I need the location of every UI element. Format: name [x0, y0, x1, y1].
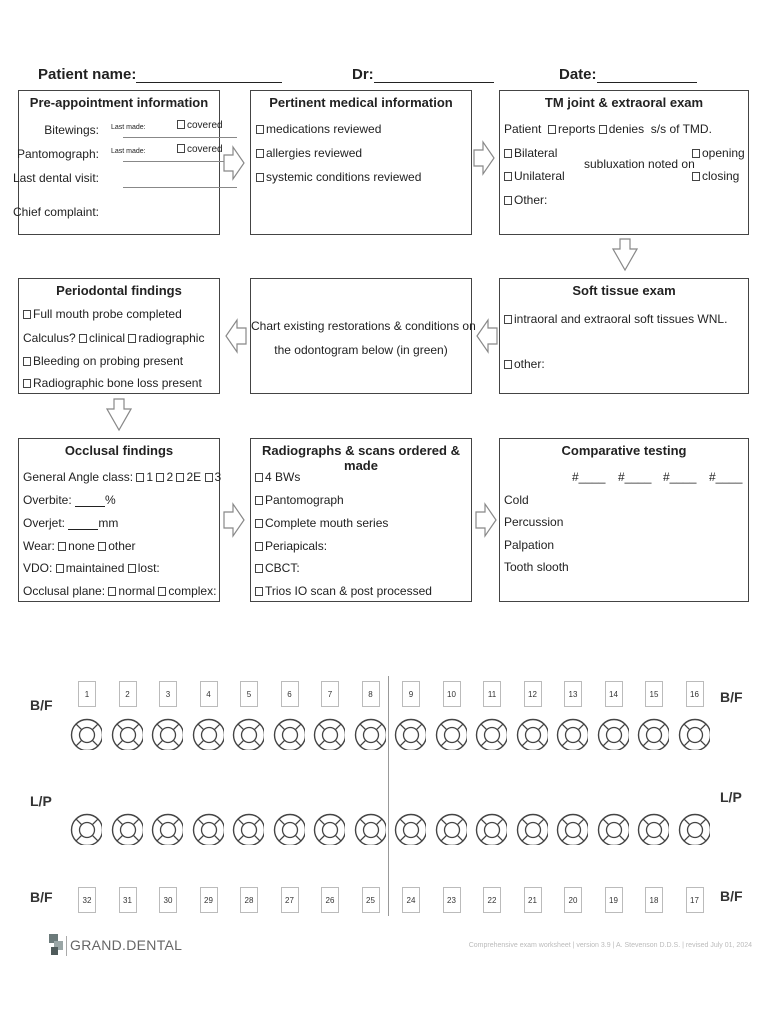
arrow-right-icon — [475, 502, 497, 538]
last-visit-label: Last dental visit: — [12, 171, 99, 185]
medications-label: medications reviewed — [266, 122, 382, 136]
tooth-lingual-29[interactable] — [192, 813, 224, 845]
tooth-number-field-2[interactable]: #____ — [618, 470, 652, 484]
tooth-buccal-13[interactable] — [556, 718, 588, 750]
class2e-label: 2E — [186, 470, 202, 484]
preappointment-box — [12, 90, 223, 235]
class3-label: 3 — [214, 470, 222, 484]
soft-tissue-box — [499, 278, 749, 394]
overjet-unit: mm — [98, 516, 119, 530]
bws-checkbox[interactable] — [255, 470, 300, 484]
tmj-box — [499, 90, 749, 235]
tmj-patient-label: Patient — [504, 122, 542, 136]
tooth-number-lower-22: 22 — [483, 887, 501, 913]
arrow-right-icon — [223, 145, 245, 181]
class1-checkbox[interactable] — [136, 470, 153, 484]
tooth-number-upper-9: 9 — [402, 681, 420, 707]
tooth-buccal-2[interactable] — [111, 718, 143, 750]
tooth-buccal-6[interactable] — [273, 718, 305, 750]
reports-label: reports — [558, 122, 596, 136]
radiographs-box — [250, 438, 472, 602]
lp-label-left: L/P — [30, 793, 52, 809]
bleeding-checkbox[interactable] — [23, 354, 183, 368]
class1-label: 1 — [146, 470, 154, 484]
arrow-right-icon — [223, 502, 245, 538]
tooth-number-lower-25: 25 — [362, 887, 380, 913]
boneloss-checkbox[interactable] — [23, 376, 202, 390]
tooth-number-field-4[interactable]: #____ — [709, 470, 743, 484]
overjet-field[interactable] — [68, 518, 98, 530]
tooth-number-upper-16: 16 — [686, 681, 704, 707]
bf-label-lower-left: B/F — [30, 889, 53, 905]
bf-label-upper-left: B/F — [30, 697, 53, 713]
tooth-number-lower-18: 18 — [645, 887, 663, 913]
clinical-checkbox[interactable] — [79, 331, 125, 345]
soft-other-label: other: — [514, 357, 545, 371]
allergies-checkbox[interactable] — [256, 146, 362, 160]
bilateral-checkbox[interactable] — [504, 146, 557, 160]
periapicals-label: Periapicals: — [265, 539, 328, 553]
arrow-down-icon — [612, 238, 638, 272]
medications-checkbox[interactable] — [256, 122, 381, 136]
tooth-number-upper-2: 2 — [119, 681, 137, 707]
tooth-number-upper-11: 11 — [483, 681, 501, 707]
vdo-maintained-checkbox[interactable] — [56, 561, 125, 575]
tooth-number-lower-19: 19 — [605, 887, 623, 913]
tooth-number-upper-10: 10 — [443, 681, 461, 707]
tooth-lingual-28[interactable] — [232, 813, 264, 845]
class2e-checkbox[interactable] — [176, 470, 201, 484]
trios-checkbox[interactable] — [255, 584, 432, 598]
tooth-number-upper-5: 5 — [240, 681, 258, 707]
tooth-number-lower-28: 28 — [240, 887, 258, 913]
tooth-lingual-31[interactable] — [111, 813, 143, 845]
arrow-down-icon — [106, 398, 132, 432]
pantomograph-checkbox[interactable] — [255, 493, 344, 507]
bleeding-label: Bleeding on probing present — [33, 354, 184, 368]
tooth-buccal-7[interactable] — [313, 718, 345, 750]
tooth-number-lower-20: 20 — [564, 887, 582, 913]
tooth-number-lower-29: 29 — [200, 887, 218, 913]
arrow-right-icon — [473, 140, 495, 176]
wear-other-label: other — [108, 539, 136, 553]
tooth-lingual-20[interactable] — [556, 813, 588, 845]
doctor-field[interactable] — [352, 66, 494, 83]
tooth-number-upper-4: 4 — [200, 681, 218, 707]
tooth-lingual-32[interactable] — [70, 813, 102, 845]
complex-label: complex: — [168, 584, 217, 598]
date-field[interactable] — [559, 66, 697, 83]
arrow-left-icon — [225, 318, 247, 354]
maintained-label: maintained — [65, 561, 125, 575]
tooth-number-upper-15: 15 — [645, 681, 663, 707]
bitewings-last-made: Last made: — [111, 124, 146, 131]
tooth-lingual-22[interactable] — [475, 813, 507, 845]
bf-label-upper-right: B/F — [720, 689, 743, 705]
tooth-buccal-11[interactable] — [475, 718, 507, 750]
systemic-checkbox[interactable] — [256, 170, 421, 184]
overjet-label: Overjet: — [23, 516, 66, 530]
unilateral-checkbox[interactable] — [504, 169, 565, 183]
tooth-buccal-1[interactable] — [70, 718, 102, 750]
preappointment-title: Pre-appointment information — [29, 95, 209, 110]
comparative-title: Comparative testing — [561, 443, 687, 458]
overbite-unit: % — [105, 493, 116, 507]
radiographic-checkbox[interactable] — [128, 331, 204, 345]
doctor-label: Dr: — [352, 66, 374, 83]
normal-label: normal — [118, 584, 156, 598]
clinical-label: clinical — [89, 331, 126, 345]
lost-label: lost: — [137, 561, 160, 575]
tooth-lingual-21[interactable] — [516, 813, 548, 845]
arrow-left-icon — [476, 318, 498, 354]
closing-label: closing — [702, 169, 740, 183]
tmj-other-checkbox[interactable] — [504, 193, 547, 207]
wear-none-checkbox[interactable] — [58, 539, 95, 553]
tooth-number-field-3[interactable]: #____ — [663, 470, 697, 484]
last-visit-line[interactable] — [123, 187, 237, 188]
brand-name: GRAND.DENTAL — [70, 937, 183, 953]
tooth-number-lower-23: 23 — [443, 887, 461, 913]
tooth-number-upper-3: 3 — [159, 681, 177, 707]
overbite-field[interactable] — [75, 495, 105, 507]
medical-title: Pertinent medical information — [269, 95, 453, 110]
chart-instruction-line1: Chart existing restorations & conditions on — [251, 319, 476, 333]
denies-checkbox[interactable] — [599, 122, 644, 136]
bitewings-covered-checkbox[interactable] — [177, 120, 223, 131]
tooth-buccal-3[interactable] — [151, 718, 183, 750]
chart-instruction-line2: the odontogram below (in green) — [274, 343, 448, 357]
tooth-buccal-16[interactable] — [678, 718, 710, 750]
tooth-number-upper-7: 7 — [321, 681, 339, 707]
radiographic-label: radiographic — [138, 331, 205, 345]
tooth-number-upper-12: 12 — [524, 681, 542, 707]
palpation-label: Palpation — [504, 538, 555, 552]
patient-name-label: Patient name: — [38, 66, 137, 83]
panto-last-made: Last made: — [111, 148, 146, 155]
tooth-buccal-10[interactable] — [435, 718, 467, 750]
tooth-lingual-19[interactable] — [597, 813, 629, 845]
tooth-number-upper-14: 14 — [605, 681, 623, 707]
tooth-buccal-8[interactable] — [354, 718, 386, 750]
comparative-testing-box — [499, 438, 749, 602]
medical-box — [250, 90, 472, 235]
covered-label: covered — [187, 120, 223, 131]
tooth-number-upper-6: 6 — [281, 681, 299, 707]
plane-label: Occlusal plane: — [23, 584, 106, 598]
tooth-number-field-1[interactable]: #____ — [572, 470, 606, 484]
probe-label: Full mouth probe completed — [33, 307, 182, 321]
tooth-number-lower-30: 30 — [159, 887, 177, 913]
wear-none-label: none — [68, 539, 95, 553]
tooth-number-upper-1: 1 — [78, 681, 96, 707]
soft-tissue-title: Soft tissue exam — [572, 283, 676, 298]
tooth-number-lower-26: 26 — [321, 887, 339, 913]
reports-checkbox[interactable] — [548, 122, 595, 136]
tooth-number-upper-13: 13 — [564, 681, 582, 707]
tooth-lingual-26[interactable] — [313, 813, 345, 845]
cold-label: Cold — [504, 493, 529, 507]
overbite-label: Overbite: — [23, 493, 72, 507]
radiographs-title: Radiographs & scans ordered & made — [262, 443, 460, 473]
calculus-label: Calculus? — [23, 331, 76, 345]
tooth-lingual-18[interactable] — [637, 813, 669, 845]
plane-complex-checkbox[interactable] — [158, 584, 216, 598]
denies-label: denies — [608, 122, 645, 136]
pantomograph-label: Pantomograph: — [16, 147, 99, 161]
tooth-number-lower-24: 24 — [402, 887, 420, 913]
chief-complaint-label: Chief complaint: — [12, 205, 99, 219]
bitewings-label: Bitewings: — [44, 123, 99, 137]
occlusal-box — [18, 438, 220, 602]
tooth-number-lower-21: 21 — [524, 887, 542, 913]
tooth-lingual-27[interactable] — [273, 813, 305, 845]
lp-label-right: L/P — [720, 789, 742, 805]
tooth-buccal-4[interactable] — [192, 718, 224, 750]
cbct-label: CBCT: — [265, 561, 300, 575]
date-label: Date: — [559, 66, 597, 83]
periodontal-title: Periodontal findings — [56, 283, 182, 298]
wear-other-checkbox[interactable] — [98, 539, 135, 553]
tooth-number-lower-17: 17 — [686, 887, 704, 913]
chart-instructions-box — [250, 278, 476, 394]
tmj-title: TM joint & extraoral exam — [544, 95, 704, 110]
periapicals-checkbox[interactable] — [255, 539, 327, 553]
tooth-lingual-17[interactable] — [678, 813, 710, 845]
systemic-label: systemic conditions reviewed — [266, 170, 422, 184]
midline-divider — [388, 676, 389, 916]
wear-label: Wear: — [23, 539, 55, 553]
wnl-checkbox[interactable] — [504, 312, 727, 326]
class2-checkbox[interactable] — [156, 470, 173, 484]
footer-note: Comprehensive exam worksheet | version 3.9 | A. Stevenson D.D.S. | revised July 01, 2024 — [468, 942, 752, 949]
class3-checkbox[interactable] — [205, 470, 222, 484]
closing-checkbox[interactable] — [692, 169, 739, 183]
tooth-slooth-label: Tooth slooth — [504, 560, 569, 574]
vdo-lost-checkbox[interactable] — [128, 561, 160, 575]
grand-dental-logo-icon — [48, 933, 68, 957]
tooth-buccal-5[interactable] — [232, 718, 264, 750]
plane-normal-checkbox[interactable] — [108, 584, 155, 598]
cbct-checkbox[interactable] — [255, 561, 300, 575]
tooth-buccal-12[interactable] — [516, 718, 548, 750]
class2-label: 2 — [166, 470, 174, 484]
percussion-label: Percussion — [504, 515, 564, 529]
tooth-lingual-30[interactable] — [151, 813, 183, 845]
tmd-label: s/s of TMD. — [650, 122, 712, 136]
occlusal-title: Occlusal findings — [64, 443, 174, 458]
panto-covered-checkbox[interactable] — [177, 144, 223, 155]
soft-other-checkbox[interactable] — [504, 357, 545, 371]
tooth-lingual-24[interactable] — [394, 813, 426, 845]
tooth-buccal-15[interactable] — [637, 718, 669, 750]
tooth-number-lower-27: 27 — [281, 887, 299, 913]
tmj-other-label: Other: — [514, 193, 548, 207]
tooth-buccal-14[interactable] — [597, 718, 629, 750]
bilateral-label: Bilateral — [514, 146, 558, 160]
bws-label: 4 BWs — [265, 470, 301, 484]
tooth-number-upper-8: 8 — [362, 681, 380, 707]
wnl-label: intraoral and extraoral soft tissues WNL. — [514, 312, 728, 326]
tooth-number-lower-32: 32 — [78, 887, 96, 913]
covered-label: covered — [187, 144, 223, 155]
tooth-lingual-23[interactable] — [435, 813, 467, 845]
periodontal-box — [18, 278, 220, 394]
bf-label-lower-right: B/F — [720, 888, 743, 904]
opening-label: opening — [702, 146, 745, 160]
cms-label: Complete mouth series — [265, 516, 389, 530]
angle-class-label: General Angle class: — [23, 470, 134, 484]
allergies-label: allergies reviewed — [266, 146, 363, 160]
probe-checkbox[interactable] — [23, 307, 182, 321]
patient-name-field[interactable] — [38, 66, 282, 83]
tooth-lingual-25[interactable] — [354, 813, 386, 845]
trios-label: Trios IO scan & post processed — [265, 584, 432, 598]
vdo-label: VDO: — [23, 561, 53, 575]
opening-checkbox[interactable] — [692, 146, 745, 160]
tooth-buccal-9[interactable] — [394, 718, 426, 750]
boneloss-label: Radiographic bone loss present — [33, 376, 202, 390]
unilateral-label: Unilateral — [514, 169, 565, 183]
pantomograph-item-label: Pantomograph — [265, 493, 344, 507]
cms-checkbox[interactable] — [255, 516, 388, 530]
tooth-number-lower-31: 31 — [119, 887, 137, 913]
subluxation-label: subluxation noted on — [584, 157, 695, 171]
